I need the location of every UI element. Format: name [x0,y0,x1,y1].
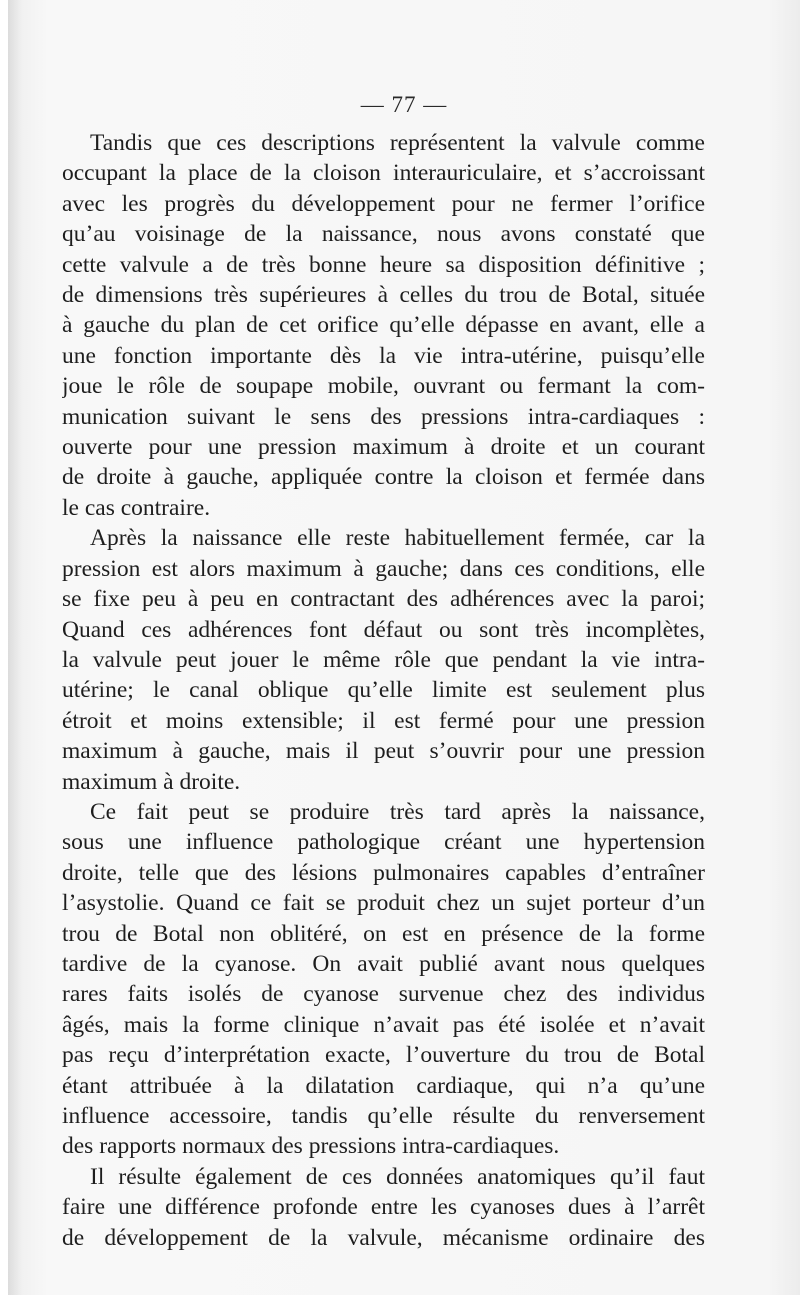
text-line: maximum à droite. [62,768,241,795]
text-line: Ce fait peut se produire très tard après la naissance, [90,798,705,825]
text-line: l’asystolie. Quand ce fait se produit chez un sujet porteur d’un [62,890,705,917]
text-line: étroit et moins extensible; il est fermé pour une pression [62,707,705,734]
text-line: utérine; le canal oblique qu’elle limite est seulement plus [62,677,705,704]
text-line: des rapports normaux des pressions intra-cardiaques. [62,1133,560,1160]
text-line: faire une différence profonde entre les cyanoses dues à l’arrêt [62,1194,705,1221]
paragraph [62,523,705,797]
text-line: la valvule peut jouer le même rôle que pendant la vie intra- [62,646,705,673]
text-line: Après la naissance elle reste habituellement fermée, car la [90,525,705,552]
text-line: influence accessoire, tandis qu’elle résulte du renversement [62,1103,705,1129]
book-page [8,0,800,1295]
paragraph [62,128,705,523]
page-number: — 77 — [360,92,448,117]
paragraph [62,1162,705,1253]
text-line: âgés, mais la forme clinique n’avait pas été isolée et n’avait [62,1011,705,1038]
text-line: Il résulte également de ces données anatomiques qu’il faut [90,1163,705,1190]
text-line: occupant la place de la cloison interauriculaire, et s’accroissant [62,160,705,187]
text-line: Tandis que ces descriptions représentent la valvule comme [90,130,705,156]
text-line: ouverte pour une pression maximum à droite et un courant [62,434,705,461]
text-line: trou de Botal non oblitéré, on est en présence de la forme [62,920,705,947]
text-line: le cas contraire. [62,494,211,521]
text-line: tardive de la cyanose. On avait publié avant nous quelques [62,950,705,977]
scan-margin [0,0,8,1295]
text-line: une fonction importante dès la vie intra-utérine, puisqu’elle [62,342,705,369]
text-line: à gauche du plan de cet orifice qu’elle dépasse en avant, elle a [62,312,705,339]
text-line: droite, telle que des lésions pulmonaires capables d’entraîner [62,859,705,886]
text-line: joue le rôle de soupape mobile, ouvrant ou fermant la com- [62,373,705,400]
text-line: pas reçu d’interprétation exacte, l’ouverture du trou de Botal [62,1042,705,1069]
text-line: avec les progrès du développement pour ne fermer l’orifice [62,190,705,217]
text-line: de dimensions très supérieures à celles du trou de Botal, située [62,282,705,309]
text-line: de droite à gauche, appliquée contre la cloison et fermée dans [62,464,705,491]
text-line: maximum à gauche, mais il peut s’ouvrir pour une pression [62,738,705,765]
body-text [62,128,705,1253]
text-line: cette valvule a de très bonne heure sa disposition définitive ; [62,251,705,278]
text-line: étant attribuée à la dilatation cardiaque, qui n’a qu’une [62,1072,705,1099]
text-line: pression est alors maximum à gauche; dans ces conditions, elle [62,555,705,582]
text-line: rares faits isolés de cyanose survenue chez des individus [62,981,705,1008]
text-line: de développement de la valvule, mécanisme ordinaire des [62,1224,705,1251]
text-line: munication suivant le sens des pressions intra-cardiaques : [62,403,705,430]
paragraph [62,797,705,1162]
text-line: sous une influence pathologique créant une hypertension [62,829,705,856]
text-line: Quand ces adhérences font défaut ou sont très incomplètes, [62,616,705,643]
text-line: qu’au voisinage de la naissance, nous avons constaté que [62,221,705,248]
text-line: se fixe peu à peu en contractant des adhérences avec la paroi; [62,586,705,613]
